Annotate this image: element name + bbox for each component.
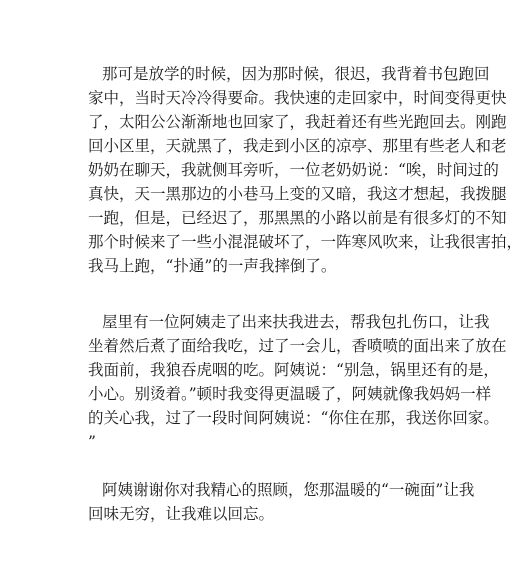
paragraph-1	[88, 62, 522, 278]
text-line: 坐着然后煮了面给我吃，过了一会儿，香喷喷的面出来了放在	[88, 337, 507, 355]
text-line: 回小区里，天就黑了，我走到小区的凉亭、那里有些老人和老	[88, 137, 507, 155]
text-line: ”	[88, 433, 96, 451]
text-line: 一跑，但是，已经迟了，那黑黑的小路以前是有很多灯的不知	[88, 209, 507, 227]
text-line: 回味无穷，让我难以回忘。	[88, 505, 275, 523]
text-line: 我面前，我狼吞虎咽的吃。阿姨说：“别急，锅里还有的是，	[88, 361, 499, 379]
text-line: 的关心我，过了一段时间阿姨说：“你住在那，我送你回家。	[88, 409, 499, 427]
text-line: 我马上跑，“扑通”的一声我摔倒了。	[88, 257, 337, 275]
text-line: 小心。别烫着。”顿时我变得更温暖了，阿姨就像我妈妈一样	[88, 385, 492, 403]
text-line: 了，太阳公公渐渐地也回家了，我赶着还有些光跑回去。刚跑	[88, 113, 507, 131]
paragraph-2	[88, 310, 507, 454]
text-line: 奶奶在聊天，我就侧耳旁听，一位老奶奶说：“唉，时间过的	[88, 161, 499, 179]
text-line: 阿姨谢谢你对我精心的照顾，您那温暖的“一碗面”让我	[102, 481, 475, 499]
text-line: 屋里有一位阿姨走了出来扶我进去，帮我包扎伤口，让我	[102, 313, 490, 331]
text-line: 家中，当时天冷冷得要命。我快速的走回家中，时间变得更快	[88, 89, 507, 107]
text-line: 那个时候来了一些小混混破坏了，一阵寒风吹来，让我很害拍，	[88, 233, 522, 251]
text-line: 真快，天一黑那边的小巷马上变的又暗，我这才想起，我拨腿	[88, 185, 507, 203]
paragraph-3	[88, 478, 475, 526]
text-line: 那可是放学的时候，因为那时候，很迟，我背着书包跑回	[102, 65, 490, 83]
